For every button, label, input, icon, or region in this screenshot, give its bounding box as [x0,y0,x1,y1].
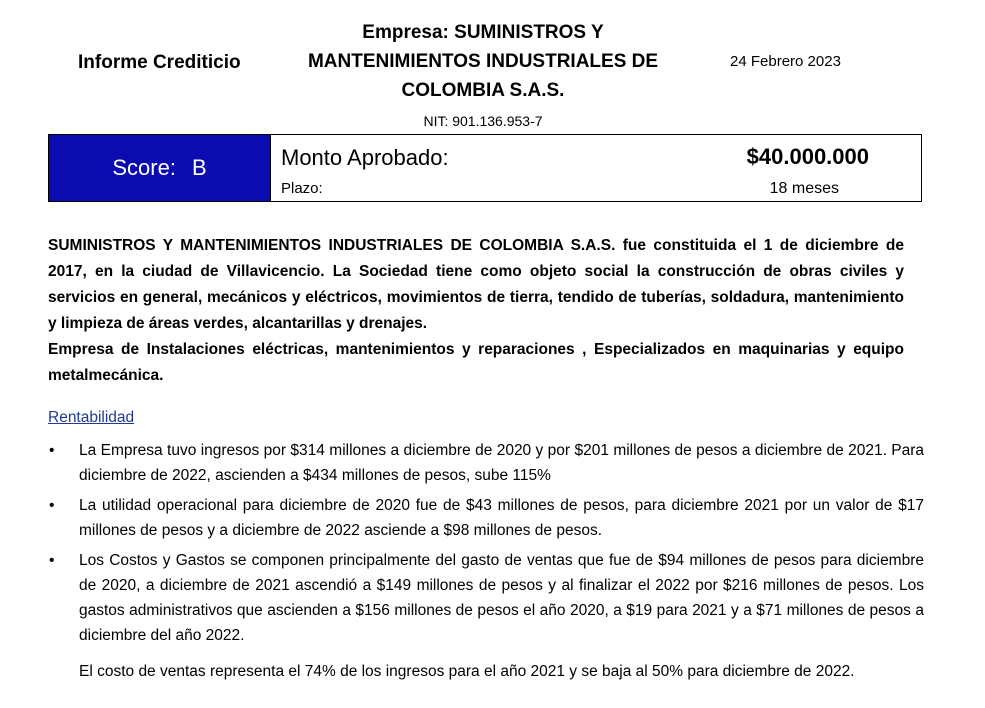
company-name [290,18,676,105]
list-item [48,438,924,488]
term-label: Plazo: [281,180,323,197]
score-value: B [191,155,207,180]
bullet-icon: • [49,442,55,459]
list-item [48,548,924,648]
company-name-line-3: COLOMBIA S.A.S. [401,80,565,101]
approved-amount-label: Monto Aprobado: [281,145,449,170]
list-item-text: La utilidad operacional para diciembre de 2020 fue de $43 millones de pesos, para diciembre 2021 por un valor de $17 millones de pesos y a diciembre de 2022 asciende a $98 millones de pesos. [79,497,924,539]
rentabilidad-heading-link[interactable]: Rentabilidad [48,409,135,426]
description-paragraph-1: SUMINISTROS Y MANTENIMIENTOS INDUSTRIALES DE COLOMBIA S.A.S. fue constituida el 1 de diciembre de 2017, en la ciudad de Villavicencio. La Sociedad tiene como objeto social la construcción de obras civiles y servicios en general, mecánicos y eléctricos, movimientos de tierra, tendido de tuberías, soldadura, mantenimiento y limpieza de áreas verdes, alcantarillas y drenajes. [48,237,904,332]
score-label: Score: [112,155,176,180]
rentabilidad-list [48,438,924,684]
report-date: 24 Febrero 2023 [730,53,841,70]
company-nit: NIT: 901.136.953-7 [423,113,543,129]
score-summary-table [48,134,922,202]
list-item-text: La Empresa tuvo ingresos por $314 millones a diciembre de 2020 y por $201 millones de pesos a diciembre de 2021. Para diciembre de 2022, ascienden a $434 millones de pesos, sube 115% [79,442,924,484]
list-item-text: Los Costos y Gastos se componen principalmente del gasto de ventas que fue de $94 millones de pesos para diciembre de 2020, a diciembre de 2021 ascendió a $149 millones de pesos y al finalizar el 2022 por $216 millones de pesos. Los gastos administrativos que ascienden a $156 millones de pesos el año 2020, a $19 para 2021 y a $71 millones de pesos a diciembre del año 2022. [79,552,924,644]
company-description [48,233,904,389]
company-name-line-2: MANTENIMIENTOS INDUSTRIALES DE [307,51,659,72]
approved-amount-value: $40.000.000 [746,144,869,169]
score-cell [49,135,271,201]
company-name-line-1: Empresa: SUMINISTROS Y [362,22,604,43]
approved-amount-cell [271,135,921,201]
bullet-icon: • [49,552,55,569]
description-paragraph-2: Empresa de Instalaciones eléctricas, mantenimientos y reparaciones , Especializados en maquinarias y equipo metalmecánica. [48,341,904,384]
bullet-icon: • [49,497,55,514]
cost-of-sales-note: El costo de ventas representa el 74% de los ingresos para el año 2021 y se baja al 50% para diciembre de 2022. [79,663,855,680]
list-item [48,493,924,543]
term-value: 18 meses [769,180,839,197]
report-title: Informe Crediticio [78,52,241,73]
